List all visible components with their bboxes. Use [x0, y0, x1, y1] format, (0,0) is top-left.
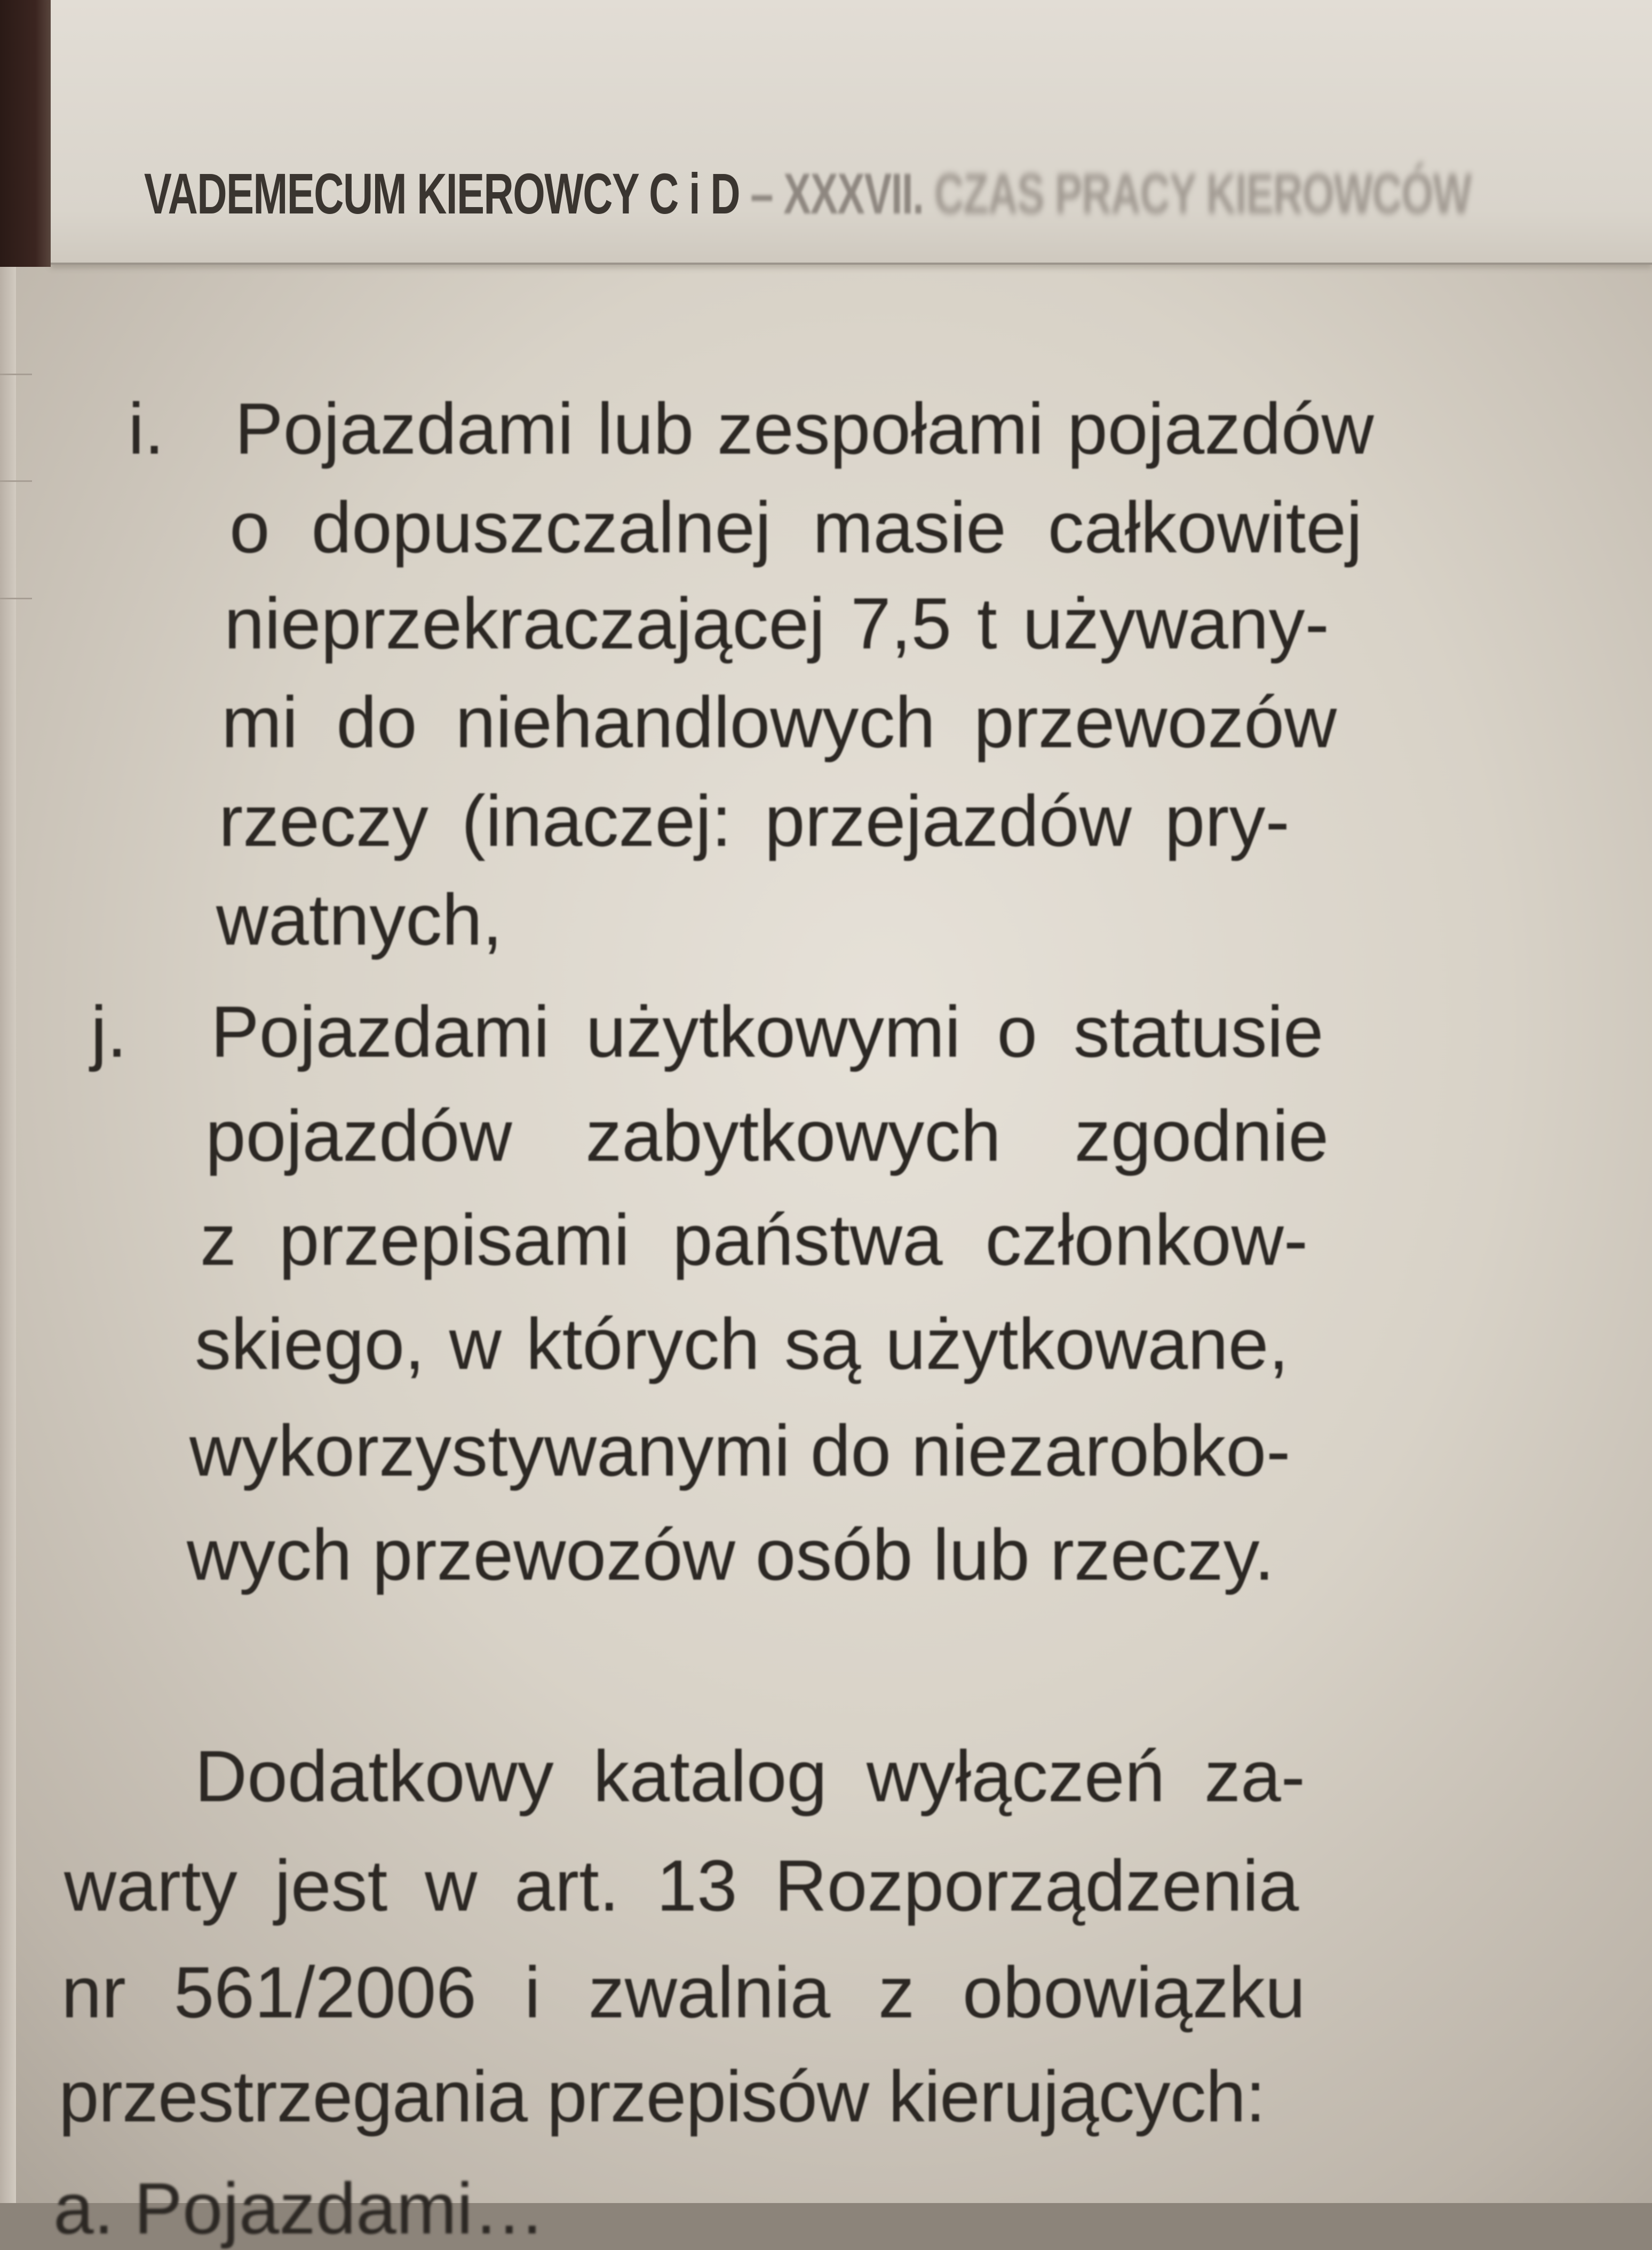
running-header: [144, 160, 1471, 227]
page-stack-edge: [0, 267, 16, 2203]
book-cover-edge: [0, 0, 51, 267]
header-chapter-number: XXXVII.: [783, 161, 924, 226]
list-item-j-line: Pojazdami użytkowymi o statusie: [211, 991, 1324, 1072]
paragraph-line: przestrzegania przepisów kierujących:: [59, 2056, 1265, 2137]
paragraph-line: Dodatkowy katalog wyłączeń za-: [195, 1736, 1305, 1817]
list-item-i-line: nieprzekraczającej 7,5 t używany-: [224, 583, 1329, 664]
list-item-i-line: rzeczy (inaczej: przejazdów pry-: [219, 780, 1290, 861]
page-edge-line: [0, 598, 32, 599]
page-edge-line: [0, 480, 32, 482]
list-item-j-line: skiego, w których są użytkowane,: [195, 1303, 1289, 1384]
paragraph-line: warty jest w art. 13 Rozporządzenia: [64, 1845, 1299, 1926]
cut-off-line: a. Pojazdami…: [53, 2168, 546, 2249]
list-item-i-line: watnych,: [216, 879, 503, 960]
header-title: VADEMECUM KIEROWCY C i D: [144, 161, 740, 226]
list-item-j-line: pojazdów zabytkowych zgodnie: [205, 1095, 1329, 1176]
page-edge-line: [0, 374, 32, 375]
list-marker-i: i.: [128, 388, 164, 469]
header-separator: –: [740, 161, 784, 226]
list-item-i-line: Pojazdami lub zespołami pojazdów: [235, 388, 1374, 469]
list-marker-j: j.: [91, 991, 127, 1072]
list-item-j-line: wykorzystywanymi do niezarobko-: [189, 1410, 1291, 1491]
list-item-j-line: wych przewozów osób lub rzeczy.: [187, 1514, 1275, 1595]
list-item-i-line: mi do niehandlowych przewozów: [221, 682, 1337, 763]
header-chapter-title: CZAS PRACY KIEROWCÓW: [923, 161, 1472, 226]
paragraph-line: nr 561/2006 i zwalnia z obowiązku: [61, 1952, 1306, 2033]
list-item-i-line: o dopuszczalnej masie całkowitej: [229, 487, 1363, 568]
list-item-j-line: z przepisami państwa członkow-: [200, 1199, 1308, 1280]
